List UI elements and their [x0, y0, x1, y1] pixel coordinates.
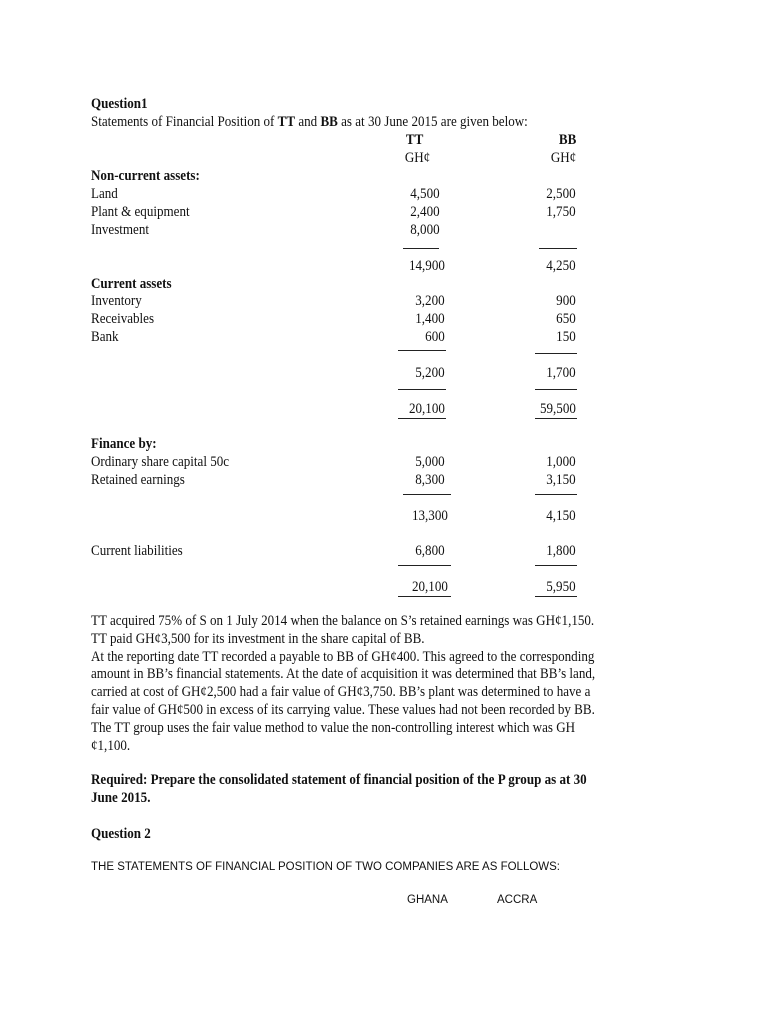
equity-total-bb: 4,150	[546, 508, 576, 524]
total-rule	[398, 565, 451, 566]
finance-heading: Finance by:	[91, 436, 157, 452]
tt-value: 5,000	[415, 454, 445, 470]
grand-total-tt: 20,100	[412, 579, 448, 595]
tt-value: 600	[425, 329, 445, 345]
question-1-intro	[91, 113, 528, 131]
current-total-bb: 1,700	[546, 365, 576, 381]
non-current-total-tt: 14,900	[409, 258, 445, 274]
notes-line: TT paid GH¢3,500 for its investment in the share capital of BB.	[91, 630, 425, 647]
notes-line: amount in BB’s financial statements. At the date of acquisition it was determined that BB’s land,	[91, 666, 596, 683]
row-label: Bank	[91, 329, 119, 345]
notes-line: carried at cost of GH¢2,500 had a fair value of GH¢3,750. BB’s plant was determined to have a	[91, 684, 591, 701]
tt-value: 6,800	[415, 543, 445, 559]
bb-value: 1,000	[546, 454, 576, 470]
double-rule	[535, 418, 577, 419]
subtotal-rule	[403, 494, 451, 495]
bb-value: 1,800	[546, 543, 576, 559]
required-line: Required: Prepare the consolidated statement of financial position of the P group as at 30	[91, 772, 587, 788]
bb-value: 3,150	[546, 472, 576, 488]
column-unit-tt: GH¢	[404, 150, 430, 166]
column-unit-bb: GH¢	[550, 150, 576, 166]
total-rule	[398, 389, 446, 390]
notes-line: TT acquired 75% of S on 1 July 2014 when the balance on S’s retained earnings was GH¢1,150.	[91, 613, 595, 629]
notes-line: At the reporting date TT recorded a payable to BB of GH¢400. This agreed to the corresponding	[91, 648, 595, 665]
question-1-notes	[91, 613, 745, 755]
column-header-ghana: GHANA	[407, 894, 448, 906]
notes-line: The TT group uses the fair value method to value the non-controlling interest which was GH	[91, 719, 576, 736]
bb-value: 650	[556, 311, 576, 327]
intro-text: Statements of Financial Position of	[91, 114, 278, 130]
intro-text: as at 30 June 2015 are given below:	[337, 114, 528, 130]
intro-company-bb: BB	[320, 114, 338, 130]
question-1-required	[91, 772, 731, 808]
row-label: Land	[91, 186, 118, 202]
bb-value: 900	[556, 293, 576, 309]
column-header-tt: TT	[405, 132, 423, 148]
question-1-title: Question1	[91, 96, 148, 112]
subtotal-rule	[535, 353, 577, 354]
non-current-assets-heading: Non-current assets:	[91, 168, 200, 184]
question-2-intro: THE STATEMENTS OF FINANCIAL POSITION OF TWO COMPANIES ARE AS FOLLOWS:	[91, 861, 561, 873]
column-header-accra: ACCRA	[497, 894, 538, 906]
subtotal-rule	[539, 248, 577, 249]
row-label: Current liabilities	[91, 543, 183, 559]
tt-value: 3,200	[415, 293, 445, 309]
non-current-total-bb: 4,250	[546, 258, 576, 274]
bb-value: 2,500	[546, 186, 576, 202]
row-label: Plant & equipment	[91, 204, 190, 220]
subtotal-rule	[398, 350, 446, 351]
total-rule	[535, 565, 577, 566]
notes-line: fair value of GH¢500 in excess of its carrying value. These values had not been recorded by BB.	[91, 701, 595, 718]
row-label: Inventory	[91, 293, 142, 309]
double-rule	[535, 596, 577, 597]
row-label: Ordinary share capital 50c	[91, 454, 230, 470]
tt-value: 8,300	[415, 472, 445, 488]
total-rule	[535, 389, 577, 390]
intro-text: and	[295, 114, 321, 130]
grand-total-bb: 5,950	[546, 579, 576, 595]
bb-value: 1,750	[546, 204, 576, 220]
subtotal-rule	[403, 248, 439, 249]
tt-value: 2,400	[410, 204, 440, 220]
current-total-tt: 5,200	[415, 365, 445, 381]
bb-value: 150	[556, 329, 576, 345]
intro-company-tt: TT	[277, 114, 296, 130]
tt-value: 1,400	[415, 311, 445, 327]
column-header-bb: BB	[558, 132, 576, 148]
subtotal-rule	[535, 494, 577, 495]
total-assets-bb: 59,500	[540, 401, 576, 417]
current-assets-heading: Current assets	[91, 276, 172, 292]
tt-value: 4,500	[410, 186, 440, 202]
row-label: Receivables	[91, 311, 155, 327]
notes-line: ¢1,100.	[91, 737, 131, 754]
required-line: June 2015.	[91, 789, 151, 806]
total-assets-tt: 20,100	[409, 401, 445, 417]
double-rule	[398, 596, 451, 597]
question-2-title: Question 2	[91, 826, 151, 842]
row-label: Investment	[91, 222, 149, 238]
tt-value: 8,000	[410, 222, 440, 238]
equity-total-tt: 13,300	[412, 508, 448, 524]
double-rule	[398, 418, 446, 419]
row-label: Retained earnings	[91, 472, 185, 488]
